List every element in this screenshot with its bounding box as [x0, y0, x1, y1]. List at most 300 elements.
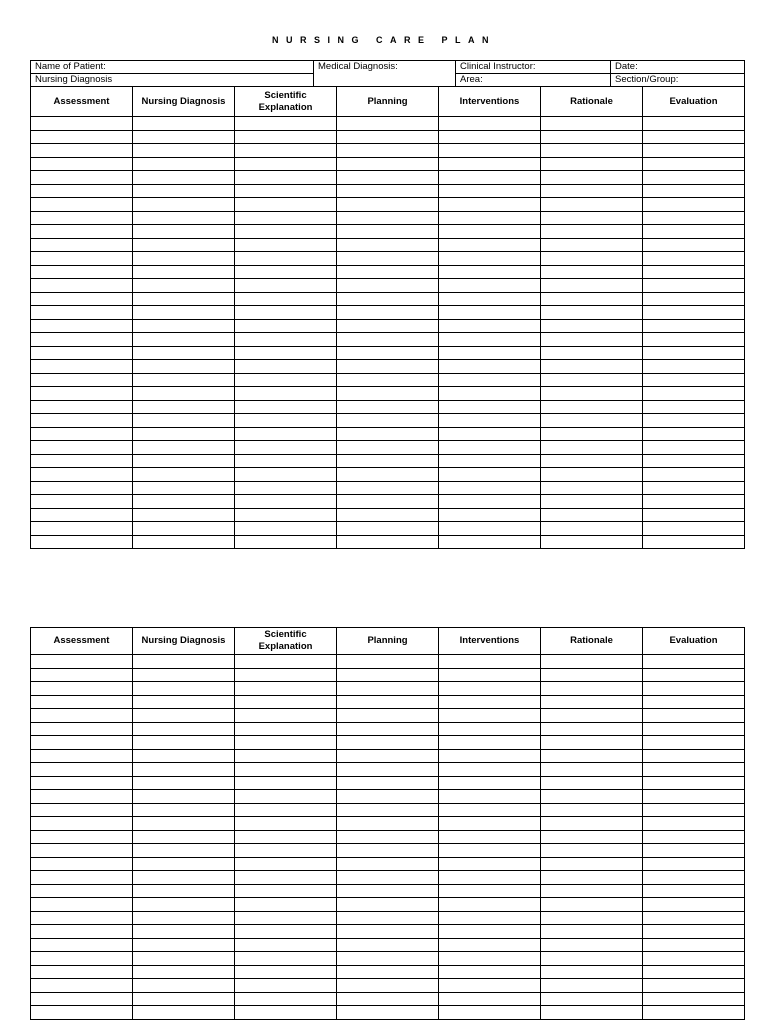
blank-cell[interactable]	[337, 387, 439, 401]
blank-cell[interactable]	[337, 441, 439, 455]
blank-cell[interactable]	[439, 722, 541, 736]
blank-cell[interactable]	[439, 938, 541, 952]
blank-cell[interactable]	[541, 1006, 643, 1020]
medical-diagnosis-field[interactable]: Medical Diagnosis:	[314, 61, 456, 87]
blank-cell[interactable]	[541, 495, 643, 509]
blank-cell[interactable]	[643, 763, 745, 777]
blank-cell[interactable]	[643, 682, 745, 696]
blank-cell[interactable]	[133, 468, 235, 482]
blank-cell[interactable]	[31, 252, 133, 266]
blank-cell[interactable]	[439, 925, 541, 939]
blank-cell[interactable]	[31, 144, 133, 158]
blank-cell[interactable]	[235, 695, 337, 709]
blank-cell[interactable]	[31, 400, 133, 414]
blank-cell[interactable]	[541, 346, 643, 360]
blank-cell[interactable]	[337, 979, 439, 993]
blank-cell[interactable]	[31, 655, 133, 669]
blank-cell[interactable]	[337, 508, 439, 522]
blank-cell[interactable]	[541, 279, 643, 293]
blank-cell[interactable]	[133, 495, 235, 509]
blank-cell[interactable]	[439, 495, 541, 509]
blank-cell[interactable]	[133, 898, 235, 912]
blank-cell[interactable]	[31, 117, 133, 131]
blank-cell[interactable]	[643, 117, 745, 131]
blank-cell[interactable]	[133, 360, 235, 374]
blank-cell[interactable]	[337, 668, 439, 682]
blank-cell[interactable]	[31, 279, 133, 293]
blank-cell[interactable]	[31, 441, 133, 455]
blank-cell[interactable]	[439, 400, 541, 414]
blank-cell[interactable]	[31, 373, 133, 387]
blank-cell[interactable]	[439, 668, 541, 682]
blank-cell[interactable]	[337, 171, 439, 185]
blank-cell[interactable]	[337, 803, 439, 817]
blank-cell[interactable]	[133, 884, 235, 898]
blank-cell[interactable]	[235, 749, 337, 763]
blank-cell[interactable]	[439, 265, 541, 279]
blank-cell[interactable]	[439, 776, 541, 790]
blank-cell[interactable]	[643, 776, 745, 790]
blank-cell[interactable]	[643, 265, 745, 279]
blank-cell[interactable]	[541, 884, 643, 898]
blank-cell[interactable]	[133, 171, 235, 185]
blank-cell[interactable]	[439, 414, 541, 428]
blank-cell[interactable]	[643, 1006, 745, 1020]
blank-cell[interactable]	[643, 844, 745, 858]
blank-cell[interactable]	[541, 414, 643, 428]
blank-cell[interactable]	[31, 803, 133, 817]
blank-cell[interactable]	[643, 952, 745, 966]
area-field[interactable]: Area:	[456, 74, 611, 87]
blank-cell[interactable]	[337, 333, 439, 347]
blank-cell[interactable]	[643, 130, 745, 144]
blank-cell[interactable]	[235, 171, 337, 185]
blank-cell[interactable]	[337, 844, 439, 858]
blank-cell[interactable]	[439, 144, 541, 158]
blank-cell[interactable]	[643, 522, 745, 536]
blank-cell[interactable]	[235, 414, 337, 428]
blank-cell[interactable]	[643, 414, 745, 428]
blank-cell[interactable]	[235, 898, 337, 912]
blank-cell[interactable]	[337, 198, 439, 212]
blank-cell[interactable]	[439, 319, 541, 333]
blank-cell[interactable]	[643, 427, 745, 441]
blank-cell[interactable]	[337, 655, 439, 669]
blank-cell[interactable]	[439, 441, 541, 455]
blank-cell[interactable]	[643, 292, 745, 306]
blank-cell[interactable]	[31, 871, 133, 885]
blank-cell[interactable]	[541, 211, 643, 225]
blank-cell[interactable]	[337, 1006, 439, 1020]
blank-cell[interactable]	[235, 346, 337, 360]
blank-cell[interactable]	[337, 871, 439, 885]
blank-cell[interactable]	[439, 790, 541, 804]
blank-cell[interactable]	[541, 265, 643, 279]
blank-cell[interactable]	[133, 952, 235, 966]
blank-cell[interactable]	[439, 844, 541, 858]
blank-cell[interactable]	[133, 695, 235, 709]
blank-cell[interactable]	[133, 911, 235, 925]
blank-cell[interactable]	[337, 468, 439, 482]
blank-cell[interactable]	[235, 184, 337, 198]
blank-cell[interactable]	[643, 736, 745, 750]
blank-cell[interactable]	[337, 925, 439, 939]
blank-cell[interactable]	[337, 360, 439, 374]
blank-cell[interactable]	[235, 535, 337, 549]
blank-cell[interactable]	[337, 682, 439, 696]
blank-cell[interactable]	[337, 373, 439, 387]
blank-cell[interactable]	[337, 965, 439, 979]
blank-cell[interactable]	[643, 817, 745, 831]
blank-cell[interactable]	[235, 319, 337, 333]
blank-cell[interactable]	[337, 306, 439, 320]
blank-cell[interactable]	[31, 171, 133, 185]
blank-cell[interactable]	[31, 360, 133, 374]
blank-cell[interactable]	[31, 979, 133, 993]
blank-cell[interactable]	[235, 884, 337, 898]
blank-cell[interactable]	[643, 346, 745, 360]
blank-cell[interactable]	[133, 830, 235, 844]
blank-cell[interactable]	[133, 319, 235, 333]
blank-cell[interactable]	[31, 844, 133, 858]
blank-cell[interactable]	[133, 265, 235, 279]
blank-cell[interactable]	[643, 722, 745, 736]
blank-cell[interactable]	[235, 844, 337, 858]
blank-cell[interactable]	[541, 441, 643, 455]
blank-cell[interactable]	[133, 414, 235, 428]
blank-cell[interactable]	[133, 400, 235, 414]
blank-cell[interactable]	[31, 1006, 133, 1020]
blank-cell[interactable]	[133, 441, 235, 455]
blank-cell[interactable]	[337, 992, 439, 1006]
blank-cell[interactable]	[31, 333, 133, 347]
blank-cell[interactable]	[337, 522, 439, 536]
blank-cell[interactable]	[439, 1006, 541, 1020]
blank-cell[interactable]	[541, 508, 643, 522]
blank-cell[interactable]	[31, 790, 133, 804]
blank-cell[interactable]	[337, 938, 439, 952]
blank-cell[interactable]	[439, 992, 541, 1006]
blank-cell[interactable]	[541, 790, 643, 804]
blank-cell[interactable]	[235, 265, 337, 279]
section-group-field[interactable]: Section/Group:	[611, 74, 745, 87]
blank-cell[interactable]	[235, 427, 337, 441]
blank-cell[interactable]	[31, 817, 133, 831]
blank-cell[interactable]	[439, 117, 541, 131]
blank-cell[interactable]	[31, 884, 133, 898]
blank-cell[interactable]	[31, 495, 133, 509]
blank-cell[interactable]	[133, 117, 235, 131]
blank-cell[interactable]	[439, 292, 541, 306]
blank-cell[interactable]	[235, 211, 337, 225]
blank-cell[interactable]	[31, 736, 133, 750]
blank-cell[interactable]	[235, 830, 337, 844]
blank-cell[interactable]	[337, 722, 439, 736]
blank-cell[interactable]	[235, 441, 337, 455]
blank-cell[interactable]	[439, 225, 541, 239]
blank-cell[interactable]	[643, 709, 745, 723]
blank-cell[interactable]	[541, 655, 643, 669]
blank-cell[interactable]	[439, 695, 541, 709]
blank-cell[interactable]	[337, 346, 439, 360]
blank-cell[interactable]	[133, 481, 235, 495]
blank-cell[interactable]	[31, 346, 133, 360]
blank-cell[interactable]	[133, 857, 235, 871]
blank-cell[interactable]	[643, 184, 745, 198]
blank-cell[interactable]	[541, 427, 643, 441]
nursing-diagnosis-field[interactable]: Nursing Diagnosis	[31, 74, 314, 87]
blank-cell[interactable]	[541, 736, 643, 750]
blank-cell[interactable]	[541, 387, 643, 401]
blank-cell[interactable]	[235, 655, 337, 669]
blank-cell[interactable]	[541, 400, 643, 414]
blank-cell[interactable]	[31, 481, 133, 495]
blank-cell[interactable]	[337, 495, 439, 509]
blank-cell[interactable]	[31, 938, 133, 952]
blank-cell[interactable]	[235, 292, 337, 306]
blank-cell[interactable]	[643, 171, 745, 185]
blank-cell[interactable]	[439, 979, 541, 993]
blank-cell[interactable]	[439, 871, 541, 885]
blank-cell[interactable]	[643, 803, 745, 817]
blank-cell[interactable]	[235, 333, 337, 347]
blank-cell[interactable]	[643, 252, 745, 266]
blank-cell[interactable]	[439, 184, 541, 198]
blank-cell[interactable]	[133, 454, 235, 468]
blank-cell[interactable]	[541, 144, 643, 158]
blank-cell[interactable]	[235, 682, 337, 696]
blank-cell[interactable]	[439, 238, 541, 252]
blank-cell[interactable]	[439, 857, 541, 871]
blank-cell[interactable]	[541, 522, 643, 536]
blank-cell[interactable]	[133, 749, 235, 763]
blank-cell[interactable]	[31, 387, 133, 401]
blank-cell[interactable]	[439, 279, 541, 293]
blank-cell[interactable]	[643, 695, 745, 709]
blank-cell[interactable]	[541, 682, 643, 696]
blank-cell[interactable]	[439, 884, 541, 898]
blank-cell[interactable]	[235, 522, 337, 536]
blank-cell[interactable]	[439, 373, 541, 387]
blank-cell[interactable]	[235, 306, 337, 320]
blank-cell[interactable]	[235, 130, 337, 144]
blank-cell[interactable]	[643, 468, 745, 482]
blank-cell[interactable]	[133, 1006, 235, 1020]
blank-cell[interactable]	[235, 776, 337, 790]
blank-cell[interactable]	[31, 522, 133, 536]
blank-cell[interactable]	[439, 198, 541, 212]
blank-cell[interactable]	[235, 790, 337, 804]
blank-cell[interactable]	[643, 441, 745, 455]
blank-cell[interactable]	[541, 481, 643, 495]
blank-cell[interactable]	[541, 535, 643, 549]
blank-cell[interactable]	[643, 535, 745, 549]
blank-cell[interactable]	[133, 790, 235, 804]
blank-cell[interactable]	[541, 306, 643, 320]
blank-cell[interactable]	[235, 400, 337, 414]
blank-cell[interactable]	[541, 292, 643, 306]
blank-cell[interactable]	[337, 130, 439, 144]
blank-cell[interactable]	[235, 360, 337, 374]
blank-cell[interactable]	[337, 481, 439, 495]
blank-cell[interactable]	[337, 830, 439, 844]
blank-cell[interactable]	[439, 522, 541, 536]
blank-cell[interactable]	[643, 668, 745, 682]
blank-cell[interactable]	[541, 952, 643, 966]
blank-cell[interactable]	[337, 857, 439, 871]
blank-cell[interactable]	[133, 938, 235, 952]
blank-cell[interactable]	[643, 198, 745, 212]
blank-cell[interactable]	[439, 157, 541, 171]
blank-cell[interactable]	[643, 211, 745, 225]
blank-cell[interactable]	[643, 790, 745, 804]
blank-cell[interactable]	[337, 898, 439, 912]
blank-cell[interactable]	[235, 925, 337, 939]
blank-cell[interactable]	[643, 965, 745, 979]
blank-cell[interactable]	[133, 130, 235, 144]
blank-cell[interactable]	[235, 736, 337, 750]
blank-cell[interactable]	[31, 668, 133, 682]
blank-cell[interactable]	[541, 360, 643, 374]
blank-cell[interactable]	[31, 535, 133, 549]
blank-cell[interactable]	[541, 898, 643, 912]
blank-cell[interactable]	[133, 238, 235, 252]
blank-cell[interactable]	[133, 387, 235, 401]
blank-cell[interactable]	[235, 763, 337, 777]
blank-cell[interactable]	[541, 130, 643, 144]
blank-cell[interactable]	[31, 454, 133, 468]
blank-cell[interactable]	[133, 292, 235, 306]
blank-cell[interactable]	[235, 225, 337, 239]
blank-cell[interactable]	[133, 279, 235, 293]
blank-cell[interactable]	[541, 817, 643, 831]
blank-cell[interactable]	[643, 360, 745, 374]
date-field[interactable]: Date:	[611, 61, 745, 74]
blank-cell[interactable]	[133, 965, 235, 979]
blank-cell[interactable]	[541, 319, 643, 333]
blank-cell[interactable]	[643, 373, 745, 387]
blank-cell[interactable]	[31, 198, 133, 212]
blank-cell[interactable]	[439, 830, 541, 844]
blank-cell[interactable]	[643, 884, 745, 898]
blank-cell[interactable]	[133, 184, 235, 198]
blank-cell[interactable]	[439, 130, 541, 144]
blank-cell[interactable]	[133, 522, 235, 536]
blank-cell[interactable]	[31, 776, 133, 790]
blank-cell[interactable]	[31, 319, 133, 333]
blank-cell[interactable]	[643, 481, 745, 495]
blank-cell[interactable]	[643, 898, 745, 912]
blank-cell[interactable]	[439, 211, 541, 225]
blank-cell[interactable]	[235, 279, 337, 293]
blank-cell[interactable]	[337, 252, 439, 266]
blank-cell[interactable]	[133, 844, 235, 858]
blank-cell[interactable]	[541, 695, 643, 709]
blank-cell[interactable]	[643, 925, 745, 939]
blank-cell[interactable]	[31, 225, 133, 239]
blank-cell[interactable]	[337, 238, 439, 252]
blank-cell[interactable]	[31, 427, 133, 441]
blank-cell[interactable]	[235, 722, 337, 736]
blank-cell[interactable]	[541, 238, 643, 252]
blank-cell[interactable]	[337, 709, 439, 723]
blank-cell[interactable]	[337, 736, 439, 750]
blank-cell[interactable]	[643, 319, 745, 333]
blank-cell[interactable]	[643, 911, 745, 925]
blank-cell[interactable]	[133, 508, 235, 522]
blank-cell[interactable]	[439, 481, 541, 495]
blank-cell[interactable]	[235, 373, 337, 387]
blank-cell[interactable]	[541, 844, 643, 858]
blank-cell[interactable]	[337, 400, 439, 414]
blank-cell[interactable]	[541, 911, 643, 925]
blank-cell[interactable]	[235, 965, 337, 979]
blank-cell[interactable]	[31, 306, 133, 320]
blank-cell[interactable]	[337, 211, 439, 225]
blank-cell[interactable]	[439, 655, 541, 669]
blank-cell[interactable]	[439, 898, 541, 912]
blank-cell[interactable]	[643, 225, 745, 239]
blank-cell[interactable]	[439, 763, 541, 777]
blank-cell[interactable]	[235, 938, 337, 952]
blank-cell[interactable]	[337, 279, 439, 293]
blank-cell[interactable]	[133, 373, 235, 387]
blank-cell[interactable]	[643, 144, 745, 158]
blank-cell[interactable]	[31, 157, 133, 171]
blank-cell[interactable]	[439, 454, 541, 468]
blank-cell[interactable]	[439, 709, 541, 723]
blank-cell[interactable]	[439, 346, 541, 360]
blank-cell[interactable]	[235, 157, 337, 171]
blank-cell[interactable]	[541, 157, 643, 171]
blank-cell[interactable]	[337, 427, 439, 441]
blank-cell[interactable]	[541, 992, 643, 1006]
blank-cell[interactable]	[235, 481, 337, 495]
blank-cell[interactable]	[133, 198, 235, 212]
blank-cell[interactable]	[133, 157, 235, 171]
blank-cell[interactable]	[133, 655, 235, 669]
blank-cell[interactable]	[133, 736, 235, 750]
blank-cell[interactable]	[133, 225, 235, 239]
blank-cell[interactable]	[643, 306, 745, 320]
blank-cell[interactable]	[337, 319, 439, 333]
blank-cell[interactable]	[133, 979, 235, 993]
blank-cell[interactable]	[541, 979, 643, 993]
blank-cell[interactable]	[439, 387, 541, 401]
blank-cell[interactable]	[643, 454, 745, 468]
blank-cell[interactable]	[439, 508, 541, 522]
blank-cell[interactable]	[133, 211, 235, 225]
blank-cell[interactable]	[439, 952, 541, 966]
blank-cell[interactable]	[337, 184, 439, 198]
blank-cell[interactable]	[643, 979, 745, 993]
blank-cell[interactable]	[439, 736, 541, 750]
blank-cell[interactable]	[337, 749, 439, 763]
blank-cell[interactable]	[133, 817, 235, 831]
blank-cell[interactable]	[133, 252, 235, 266]
blank-cell[interactable]	[337, 414, 439, 428]
blank-cell[interactable]	[133, 803, 235, 817]
blank-cell[interactable]	[337, 790, 439, 804]
blank-cell[interactable]	[337, 763, 439, 777]
blank-cell[interactable]	[541, 857, 643, 871]
blank-cell[interactable]	[643, 495, 745, 509]
blank-cell[interactable]	[337, 776, 439, 790]
blank-cell[interactable]	[235, 952, 337, 966]
blank-cell[interactable]	[541, 252, 643, 266]
blank-cell[interactable]	[31, 925, 133, 939]
blank-cell[interactable]	[235, 198, 337, 212]
